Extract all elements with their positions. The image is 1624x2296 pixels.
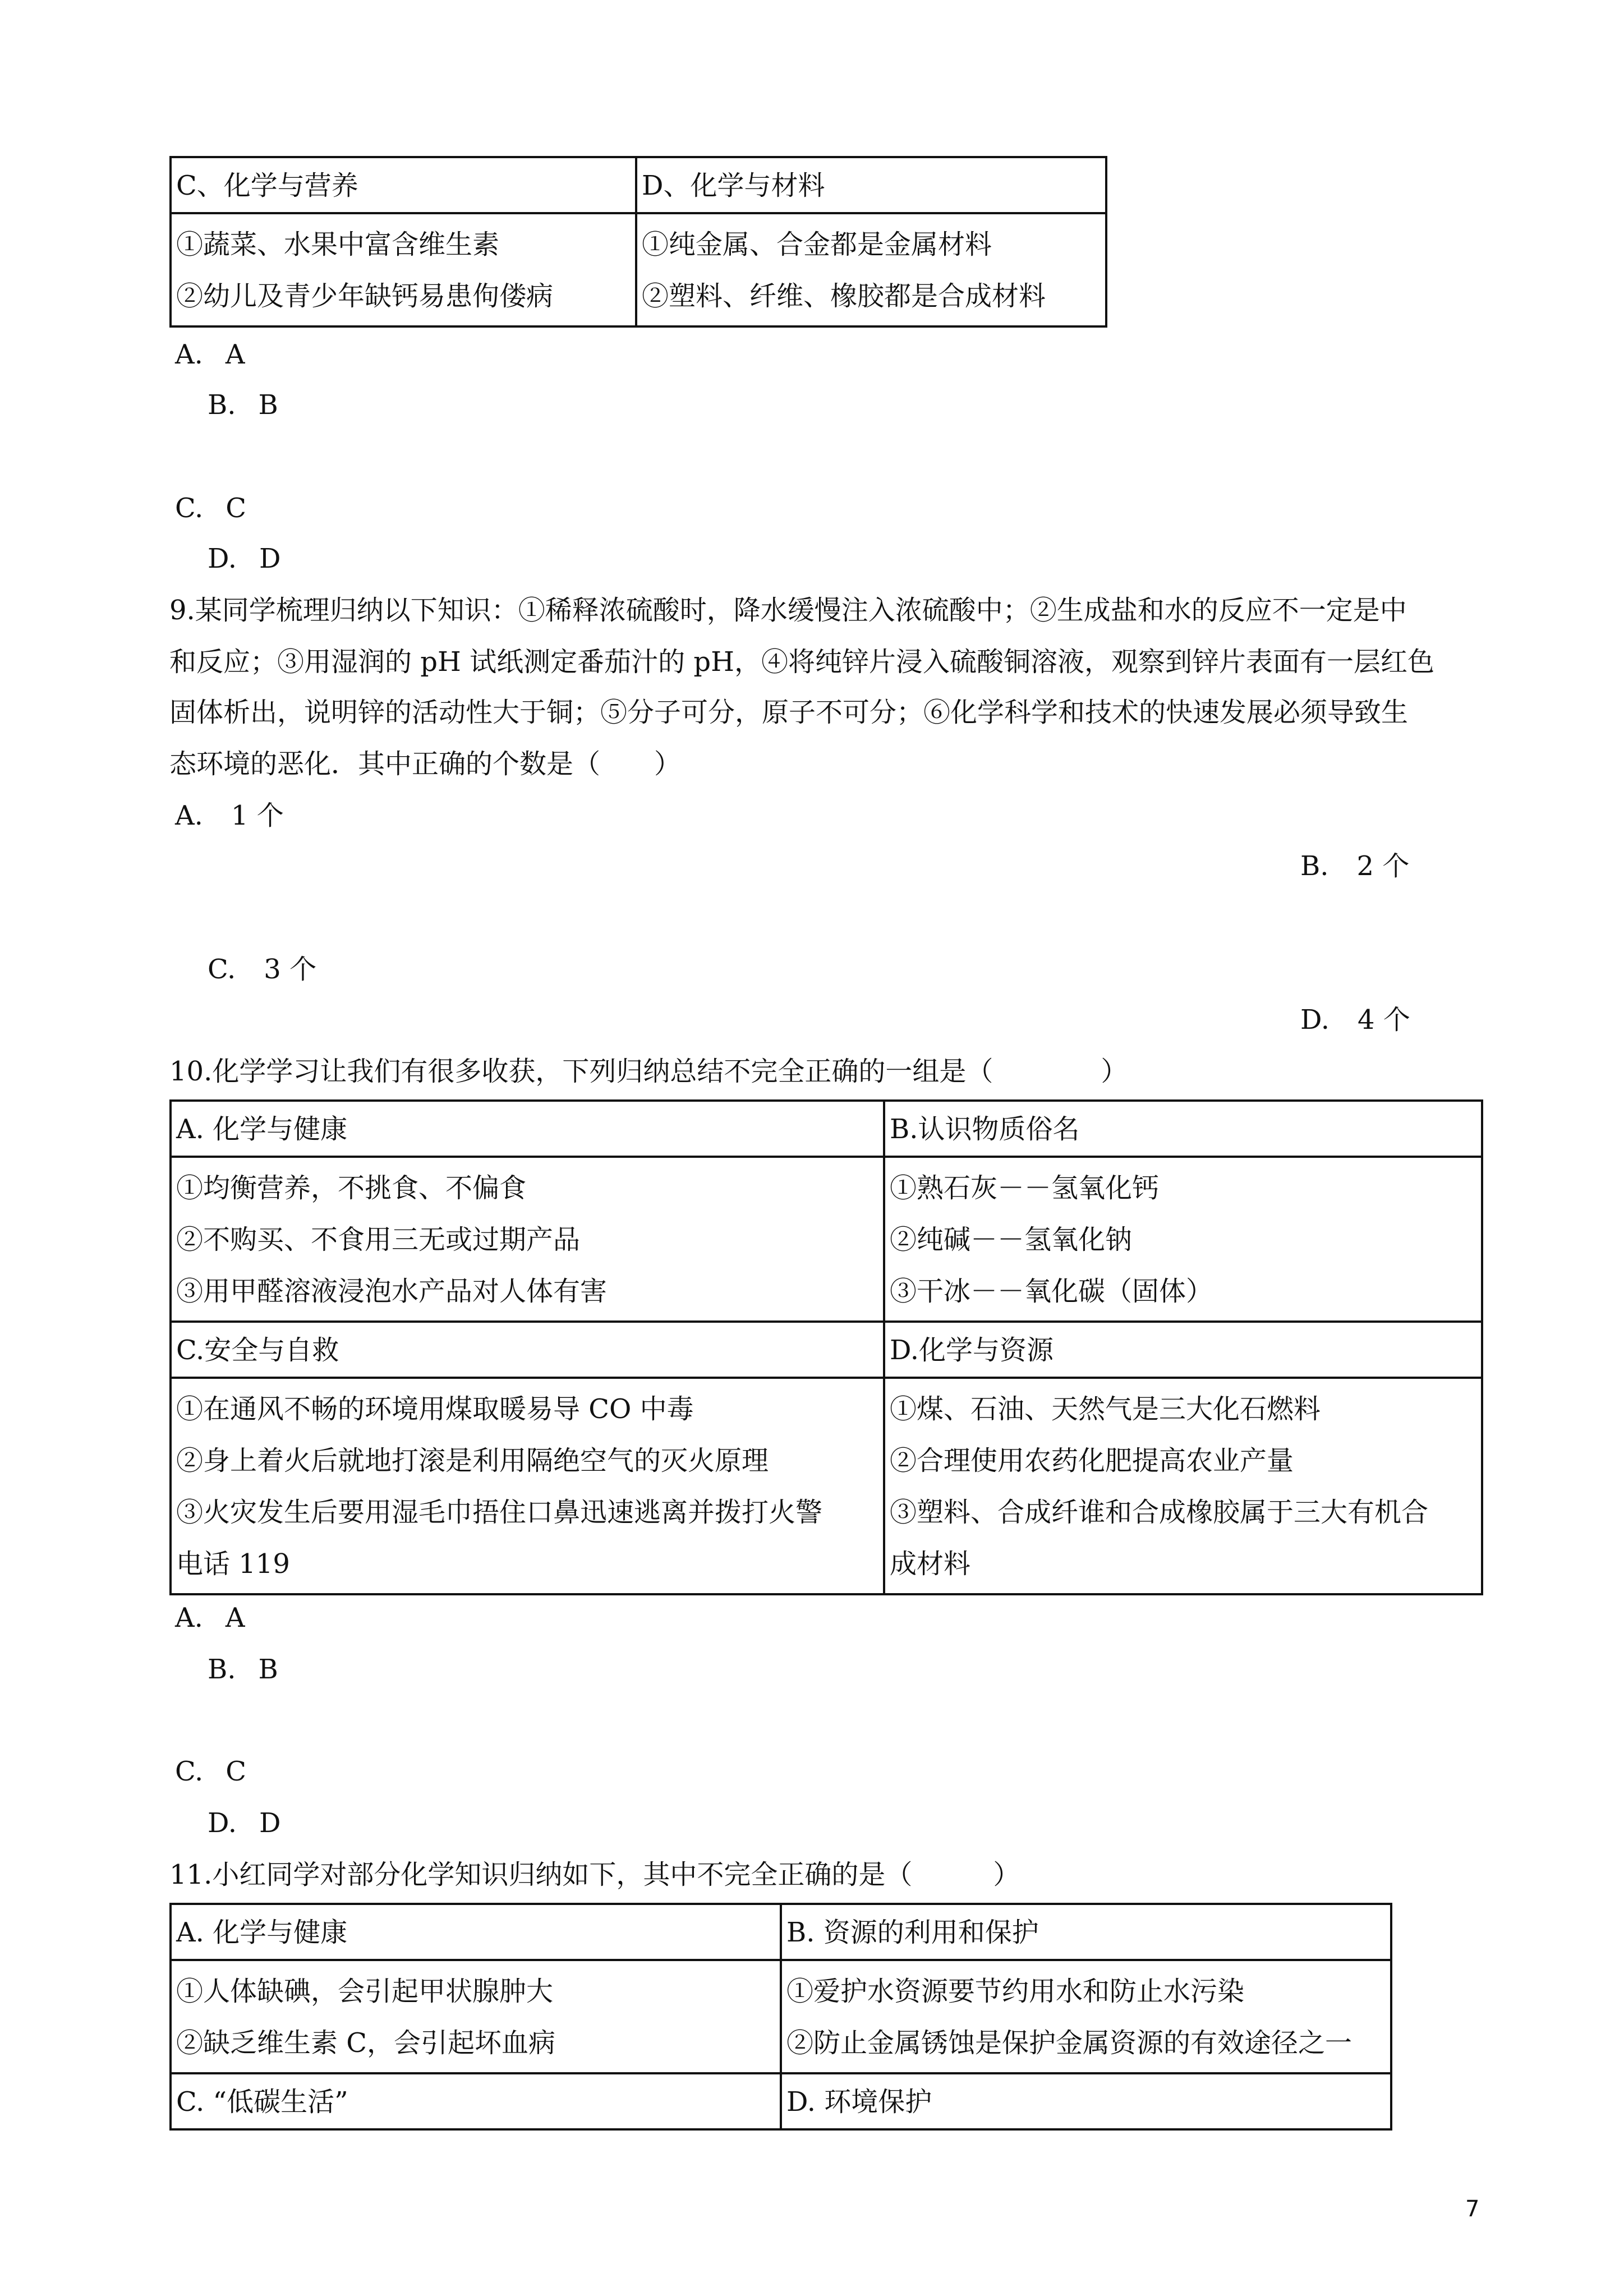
q9-option-d[interactable] xyxy=(1300,1004,1410,1036)
q10-d-item: 成材料 xyxy=(890,1548,971,1580)
q10-option-d[interactable] xyxy=(208,1807,281,1839)
q8-c-item: ①蔬菜、水果中富含维生素 xyxy=(176,229,500,260)
q10-cell-c xyxy=(171,1378,884,1594)
q10-d-item: ①煤、石油、天然气是三大化石燃料 xyxy=(890,1393,1321,1425)
q8-cell-d xyxy=(636,213,1106,326)
option-text: 1 个 xyxy=(231,800,284,831)
option-text: A xyxy=(225,339,245,370)
q10-cell-d xyxy=(884,1378,1482,1594)
option-label: C. xyxy=(208,954,236,985)
option-label: B. xyxy=(208,1654,236,1685)
q10-d-item: ③塑料、合成纤谁和合成橡胶属于三大有机合 xyxy=(890,1497,1429,1528)
q8-table xyxy=(169,156,1107,328)
option-text: 2 个 xyxy=(1356,850,1410,882)
option-label: C. xyxy=(175,493,204,524)
q8-option-b[interactable] xyxy=(208,389,278,421)
q11-a-item: ①人体缺碘，会引起甲状腺肿大 xyxy=(176,1976,554,2007)
q10-stem: 10.化学学习让我们有很多收获，下列归纳总结不完全正确的一组是（ ） xyxy=(169,1056,1128,1087)
option-label: A. xyxy=(175,800,203,831)
q10-c-item: ③火灾发生后要用湿毛巾捂住口鼻迅速逃离并拨打火警 xyxy=(176,1497,823,1528)
q11-table xyxy=(169,1903,1392,2131)
q11-cell-b xyxy=(781,1960,1391,2073)
q10-cell-a xyxy=(171,1157,884,1322)
option-text: C xyxy=(226,493,247,524)
q8-option-d[interactable] xyxy=(208,545,281,572)
q11-cell-a xyxy=(171,1960,781,2073)
q10-header-a: A. 化学与健康 xyxy=(171,1101,884,1157)
q10-d-item: ②合理使用农药化肥提高农业产量 xyxy=(890,1445,1294,1476)
option-label: A. xyxy=(175,339,203,370)
q10-b-item: ②纯碱－－氢氧化钠 xyxy=(890,1224,1133,1255)
q10-option-b[interactable] xyxy=(208,1656,278,1683)
option-text: 4 个 xyxy=(1358,1004,1410,1036)
q10-b-item: ③干冰－－氧化碳（固体） xyxy=(890,1276,1213,1307)
q8-cell-c xyxy=(171,213,636,326)
q8-d-item: ②塑料、纤维、橡胶都是合成材料 xyxy=(642,280,1046,312)
q9-stem-line: 和反应；③用湿润的 pH 试纸测定番茄汁的 pH，④将纯锌片浸入硫酸铜溶液，观察到锌片表面有一层红色 xyxy=(169,646,1434,678)
q10-option-c[interactable] xyxy=(175,1758,246,1785)
q8-header-c: C、化学与营养 xyxy=(171,157,636,213)
q8-c-item: ②幼儿及青少年缺钙易患佝偻病 xyxy=(176,280,554,312)
q10-header-d: D.化学与资源 xyxy=(884,1322,1482,1378)
q11-stem: 11.小红同学对部分化学知识归纳如下，其中不完全正确的是（ ） xyxy=(169,1859,1020,1890)
option-text: D xyxy=(259,1807,281,1839)
q10-cell-b xyxy=(884,1157,1482,1322)
q9-option-b[interactable] xyxy=(1300,850,1410,882)
q8-d-item: ①纯金属、合金都是金属材料 xyxy=(642,229,992,260)
q11-header-d: D. 环境保护 xyxy=(781,2073,1391,2129)
option-text: B xyxy=(258,1654,278,1685)
q10-b-item: ①熟石灰－－氢氧化钙 xyxy=(890,1172,1160,1204)
q10-a-item: ②不购买、不食用三无或过期产品 xyxy=(176,1224,581,1255)
q11-a-item: ②缺乏维生素 C，会引起坏血病 xyxy=(176,2027,555,2059)
q11-b-item: ②防止金属锈蚀是保护金属资源的有效途径之一 xyxy=(786,2027,1352,2059)
option-label: D. xyxy=(208,1807,237,1839)
option-label: B. xyxy=(208,389,236,421)
q11-header-b: B. 资源的利用和保护 xyxy=(781,1904,1391,1960)
q9-stem-line: 固体析出，说明锌的活动性大于铜；⑤分子可分，原子不可分；⑥化学科学和技术的快速发展必须导致生 xyxy=(169,697,1409,728)
q9-stem-line: 9.某同学梳理归纳以下知识：①稀释浓硫酸时，降水缓慢注入浓硫酸中；②生成盐和水的反应不一定是中 xyxy=(169,595,1407,626)
q8-option-c[interactable] xyxy=(175,495,246,522)
q10-header-c: C.安全与自救 xyxy=(171,1322,884,1378)
q11-header-a: A. 化学与健康 xyxy=(171,1904,781,1960)
q10-table xyxy=(169,1099,1483,1595)
page-number: 7 xyxy=(1465,2196,1480,2222)
option-text: D xyxy=(259,543,281,574)
option-text: 3 个 xyxy=(264,954,317,985)
q11-header-c: C. “低碳生活” xyxy=(171,2073,781,2129)
q9-stem-line: 态环境的恶化．其中正确的个数是（ ） xyxy=(169,748,682,780)
q10-a-item: ③用甲醛溶液浸泡水产品对人体有害 xyxy=(176,1276,608,1307)
option-label: B. xyxy=(1300,850,1329,882)
option-label: A. xyxy=(175,1602,203,1634)
option-text: A xyxy=(225,1602,245,1634)
q8-header-d: D、化学与材料 xyxy=(636,157,1106,213)
q10-option-a[interactable] xyxy=(175,1602,245,1634)
q9-option-c[interactable] xyxy=(208,956,316,983)
q10-c-item: ①在通风不畅的环境用煤取暖易导 CO 中毒 xyxy=(176,1393,694,1425)
q9-option-a[interactable] xyxy=(175,802,284,829)
option-label: D. xyxy=(1300,1004,1330,1036)
q10-c-item: ②身上着火后就地打滚是利用隔绝空气的灭火原理 xyxy=(176,1445,769,1476)
option-text: C xyxy=(226,1756,247,1787)
q10-a-item: ①均衡营养，不挑食、不偏食 xyxy=(176,1172,527,1204)
q8-option-a[interactable] xyxy=(175,341,245,368)
q11-b-item: ①爱护水资源要节约用水和防止水污染 xyxy=(786,1976,1245,2007)
option-label: C. xyxy=(175,1756,204,1787)
q10-c-item: 电话 119 xyxy=(176,1548,290,1580)
option-label: D. xyxy=(208,543,237,574)
option-text: B xyxy=(258,389,278,421)
q10-header-b: B.认识物质俗名 xyxy=(884,1101,1482,1157)
